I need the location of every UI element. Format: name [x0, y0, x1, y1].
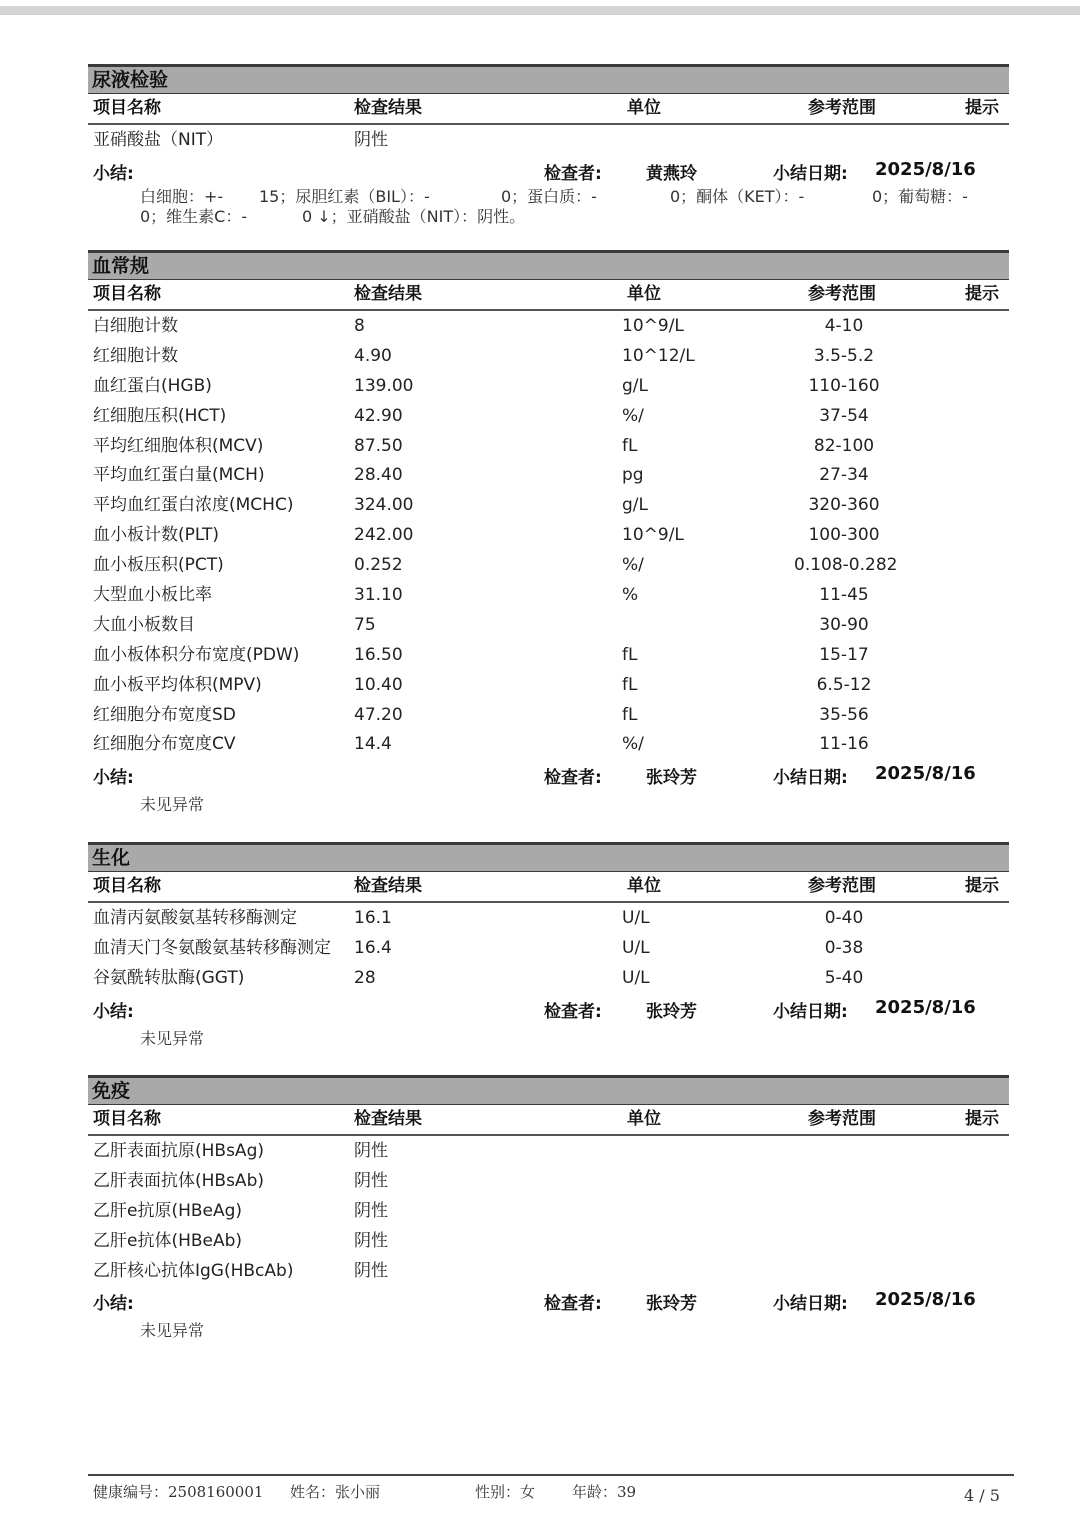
summary-row [88, 1285, 1009, 1317]
summary-row [88, 993, 1009, 1025]
col-range-header: 参考范围 [808, 98, 876, 118]
item-result: 14.4 [354, 734, 392, 755]
item-range: 15-17 [819, 644, 869, 665]
item-name: 血小板体积分布宽度(PDW) [93, 644, 300, 665]
table-row [88, 933, 1009, 963]
item-name: 平均红细胞体积(MCV) [93, 435, 264, 456]
summary-date-label: 小结日期: [773, 1001, 848, 1022]
column-header-row [88, 872, 1009, 903]
table-row [88, 490, 1009, 520]
table-row [88, 640, 1009, 670]
footer-gender: 性别：女 [475, 1483, 536, 1501]
item-range: 4-10 [824, 316, 864, 336]
footer-divider [88, 1474, 1014, 1476]
table-row [88, 903, 1009, 933]
col-name-header: 项目名称 [93, 876, 161, 896]
item-unit: 10^9/L [622, 525, 684, 546]
item-result: 31.10 [354, 585, 403, 606]
table-row [88, 1226, 1009, 1256]
item-name: 亚硝酸盐（NIT） [93, 130, 224, 150]
col-name-header: 项目名称 [93, 98, 161, 118]
col-name-header: 项目名称 [93, 1109, 161, 1129]
item-result: 阴性 [354, 1230, 388, 1251]
item-name: 红细胞压积(HCT) [93, 405, 227, 426]
section-title: 血常规 [88, 250, 1009, 280]
summary-label: 小结: [93, 163, 134, 184]
item-result: 阴性 [354, 130, 388, 150]
table-row [88, 311, 1009, 341]
footer-age: 年龄：39 [572, 1483, 637, 1501]
table-row [88, 1196, 1009, 1226]
summary-note: 未见异常 [140, 1321, 205, 1341]
section-title: 尿液检验 [88, 64, 1009, 94]
item-name: 平均血红蛋白浓度(MCHC) [93, 495, 294, 516]
summary-date-label: 小结日期: [773, 768, 848, 789]
item-result: 75 [354, 614, 376, 635]
table-row [88, 1256, 1009, 1286]
section-blood-routine [88, 250, 1009, 819]
col-name-header: 项目名称 [93, 284, 161, 304]
item-unit: 10^9/L [622, 316, 684, 336]
item-unit: g/L [622, 375, 648, 396]
section-urine [88, 64, 1009, 227]
item-result: 4.90 [354, 345, 392, 366]
item-range: 82-100 [813, 435, 875, 456]
summary-date: 2025/8/16 [875, 158, 976, 180]
section-title: 免疫 [88, 1075, 1009, 1105]
note-part: 0；酮体（KET）：- [670, 186, 805, 206]
checker-name: 张玲芳 [646, 768, 697, 789]
item-name: 乙肝核心抗体IgG(HBcAb) [93, 1260, 294, 1281]
col-hint-header: 提示 [965, 284, 999, 304]
item-name: 乙肝表面抗体(HBsAb) [93, 1170, 264, 1191]
section-immunology [88, 1075, 1009, 1345]
item-name: 大血小板数目 [93, 614, 195, 635]
table-row [88, 963, 1009, 993]
table-row [88, 401, 1009, 431]
item-name: 血清天门冬氨酸氨基转移酶测定 [93, 937, 331, 958]
table-row [88, 580, 1009, 610]
col-range-header: 参考范围 [808, 876, 876, 896]
col-result-header: 检查结果 [354, 98, 422, 118]
item-name: 乙肝e抗原(HBeAg) [93, 1200, 243, 1221]
item-unit: U/L [622, 967, 650, 988]
item-unit: %/ [622, 555, 644, 576]
item-result: 42.90 [354, 405, 403, 426]
item-unit: g/L [622, 495, 648, 516]
item-unit: U/L [622, 937, 650, 958]
column-header-row [88, 1105, 1009, 1136]
item-result: 242.00 [354, 525, 414, 546]
checker-name: 张玲芳 [646, 1294, 697, 1315]
col-result-header: 检查结果 [354, 284, 422, 304]
item-result: 87.50 [354, 435, 403, 456]
col-unit-header: 单位 [627, 1109, 661, 1129]
item-range: 5-40 [824, 967, 864, 988]
note-part: 白细胞：+- [140, 186, 224, 206]
table-row [88, 1136, 1009, 1166]
table-row [88, 700, 1009, 730]
item-result: 10.40 [354, 674, 403, 695]
item-result: 16.50 [354, 644, 403, 665]
item-range: 11-45 [819, 585, 869, 606]
table-row [88, 729, 1009, 759]
col-unit-header: 单位 [627, 284, 661, 304]
column-header-row [88, 94, 1009, 125]
summary-row [88, 155, 1009, 187]
col-unit-header: 单位 [627, 98, 661, 118]
col-hint-header: 提示 [965, 1109, 999, 1129]
item-name: 白细胞计数 [93, 316, 178, 336]
item-unit: pg [622, 465, 644, 486]
item-range: 100-300 [808, 525, 880, 546]
item-range: 320-360 [808, 495, 880, 516]
item-name: 红细胞计数 [93, 345, 178, 366]
summary-date: 2025/8/16 [875, 1289, 976, 1311]
footer-patient-name: 姓名：张小丽 [290, 1483, 381, 1501]
item-result: 324.00 [354, 495, 414, 516]
note-part: 0；维生素C：- [140, 206, 248, 226]
item-result: 阴性 [354, 1200, 388, 1221]
checker-label: 检查者: [544, 1001, 602, 1022]
item-range: 37-54 [819, 405, 869, 426]
col-range-header: 参考范围 [808, 284, 876, 304]
table-row [88, 1166, 1009, 1196]
item-unit: %/ [622, 405, 644, 426]
page-number: 4 / 5 [964, 1486, 1000, 1505]
item-result: 47.20 [354, 704, 403, 725]
summary-label: 小结: [93, 768, 134, 789]
note-part: 0 ↓；亚硝酸盐（NIT）：阴性。 [302, 206, 526, 226]
item-name: 血红蛋白(HGB) [93, 375, 212, 396]
item-range: 11-16 [819, 734, 869, 755]
top-scroll-bar [0, 6, 1080, 15]
item-result: 16.1 [354, 908, 392, 928]
summary-date: 2025/8/16 [875, 763, 976, 785]
item-unit: fL [622, 674, 638, 695]
item-result: 阴性 [354, 1260, 388, 1281]
item-name: 红细胞分布宽度SD [93, 704, 236, 725]
item-unit: U/L [622, 908, 650, 928]
item-range: 0.108-0.282 [794, 555, 898, 576]
item-name: 红细胞分布宽度CV [93, 734, 236, 755]
item-range: 3.5-5.2 [813, 345, 875, 366]
summary-note [88, 187, 1009, 227]
item-name: 血小板平均体积(MPV) [93, 674, 262, 695]
item-name: 谷氨酰转肽酶(GGT) [93, 967, 245, 988]
item-range: 6.5-12 [816, 674, 872, 695]
col-unit-header: 单位 [627, 876, 661, 896]
item-result: 阴性 [354, 1170, 388, 1191]
note-part: 15；尿胆红素（BIL）：- [259, 186, 430, 206]
item-result: 28.40 [354, 465, 403, 486]
item-name: 血小板计数(PLT) [93, 525, 220, 546]
note-part: 0；葡萄糖：- [872, 186, 968, 206]
item-name: 乙肝e抗体(HBeAb) [93, 1230, 243, 1251]
table-row [88, 341, 1009, 371]
summary-label: 小结: [93, 1001, 134, 1022]
item-result: 8 [354, 316, 365, 336]
table-row [88, 610, 1009, 640]
item-range: 0-40 [824, 908, 864, 928]
item-unit: % [622, 585, 639, 606]
note-part: 0；蛋白质：- [501, 186, 597, 206]
item-name: 平均血红蛋白量(MCH) [93, 465, 265, 486]
item-name: 大型血小板比率 [93, 585, 212, 606]
summary-date-label: 小结日期: [773, 1294, 848, 1315]
checker-name: 黄燕玲 [646, 163, 697, 184]
item-result: 阴性 [354, 1141, 388, 1161]
item-unit: 10^12/L [622, 345, 695, 366]
item-name: 血小板压积(PCT) [93, 555, 224, 576]
table-row [88, 125, 1009, 155]
section-biochemistry [88, 842, 1009, 1053]
item-unit: fL [622, 644, 638, 665]
item-result: 139.00 [354, 375, 414, 396]
column-header-row [88, 280, 1009, 311]
section-title: 生化 [88, 842, 1009, 872]
item-unit: %/ [622, 734, 644, 755]
item-range: 110-160 [808, 375, 880, 396]
table-row [88, 550, 1009, 580]
table-row [88, 431, 1009, 461]
checker-label: 检查者: [544, 163, 602, 184]
item-range: 35-56 [819, 704, 869, 725]
checker-label: 检查者: [544, 768, 602, 789]
item-result: 28 [354, 967, 376, 988]
item-result: 16.4 [354, 937, 392, 958]
summary-row [88, 759, 1009, 791]
item-result: 0.252 [354, 555, 403, 576]
summary-date-label: 小结日期: [773, 163, 848, 184]
col-result-header: 检查结果 [354, 876, 422, 896]
summary-date: 2025/8/16 [875, 996, 976, 1018]
checker-label: 检查者: [544, 1294, 602, 1315]
table-row [88, 670, 1009, 700]
summary-label: 小结: [93, 1294, 134, 1315]
col-range-header: 参考范围 [808, 1109, 876, 1129]
table-row [88, 460, 1009, 490]
table-row [88, 520, 1009, 550]
footer-health-id: 健康编号：2508160001 [93, 1483, 264, 1501]
col-hint-header: 提示 [965, 876, 999, 896]
item-unit: fL [622, 704, 638, 725]
item-range: 27-34 [819, 465, 869, 486]
item-name: 乙肝表面抗原(HBsAg) [93, 1141, 264, 1161]
summary-note: 未见异常 [140, 795, 205, 815]
summary-note: 未见异常 [140, 1028, 205, 1048]
item-unit: fL [622, 435, 638, 456]
table-row [88, 371, 1009, 401]
item-name: 血清丙氨酸氨基转移酶测定 [93, 908, 297, 928]
item-range: 30-90 [819, 614, 869, 635]
checker-name: 张玲芳 [646, 1001, 697, 1022]
item-range: 0-38 [824, 937, 864, 958]
col-hint-header: 提示 [965, 98, 999, 118]
col-result-header: 检查结果 [354, 1109, 422, 1129]
